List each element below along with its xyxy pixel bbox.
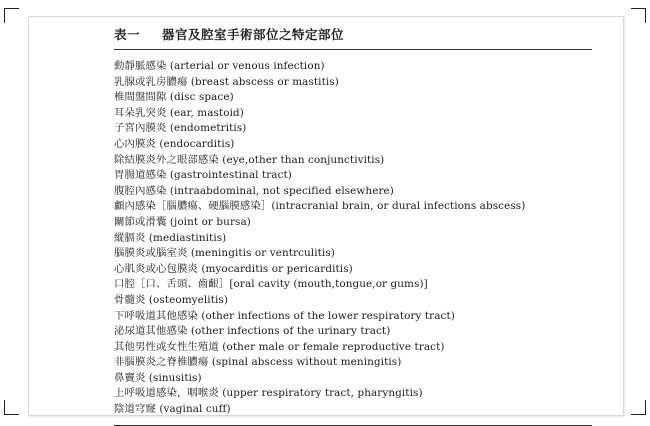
list-item: 其他男性或女性生殖道 (other male or female reproductive tract) bbox=[114, 340, 445, 353]
table-document bbox=[114, 25, 594, 426]
list-item: 下呼吸道其他感染 (other infections of the lower respiratory tract) bbox=[114, 309, 455, 322]
list-item: 骨髓炎 (osteomyelitis) bbox=[114, 293, 228, 306]
list-item: 除結膜炎外之眼部感染 (eye,other than conjunctivitis) bbox=[114, 153, 385, 166]
list-item: 腦膜炎或腦室炎 (meningitis or ventrculitis) bbox=[114, 247, 335, 260]
document-frame bbox=[28, 16, 624, 416]
list-item: 子宮內膜炎 (endometritis) bbox=[114, 122, 247, 135]
list-item: 鼻竇炎 (sinusitis) bbox=[114, 371, 202, 384]
table-title: 器官及腔室手術部位之特定部位 bbox=[162, 27, 345, 42]
list-item: 心肌炎或心包膜炎 (myocarditis or pericarditis) bbox=[114, 262, 353, 275]
site-list bbox=[114, 59, 594, 418]
corner-mark-top-left bbox=[4, 8, 19, 23]
list-item: 陰道穹窿 (vaginal cuff) bbox=[114, 403, 231, 416]
list-item: 上呼吸道感染，咽喉炎 (upper respiratory tract, pharyngitis) bbox=[114, 387, 423, 400]
list-item: 非腦膜炎之脊椎膿瘍 (spinal abscess without meningitis) bbox=[114, 356, 402, 369]
top-rule bbox=[114, 49, 592, 50]
list-item: 動靜脈感染 (arterial or venous infection) bbox=[114, 60, 325, 72]
table-header bbox=[114, 25, 594, 45]
list-item: 耳朵乳突炎 (ear, mastoid) bbox=[114, 106, 244, 119]
list-item: 乳腺或乳房膿瘍 (breast abscess or mastitis) bbox=[114, 75, 339, 88]
list-item: 泌尿道其他感染 (other infections of the urinary tract) bbox=[114, 325, 391, 338]
list-item: 關節或滑囊 (joint or bursa) bbox=[114, 215, 251, 228]
list-item: 胃腸道感染 (gastrointestinal tract) bbox=[114, 169, 292, 182]
corner-mark-bottom-left bbox=[4, 400, 19, 415]
list-item: 心內膜炎 (endocarditis) bbox=[114, 137, 235, 150]
corner-mark-top-right bbox=[631, 8, 646, 23]
list-item: 顱內感染［腦膿瘍、硬腦膜感染］(intracranial brain, or dural infections abscess) bbox=[114, 200, 526, 213]
list-item: 縱膈炎 (mediastinitis) bbox=[114, 231, 227, 244]
list-item: 口腔［口、舌頭、齒齦］[oral cavity (mouth,tongue,or gums)] bbox=[114, 278, 428, 291]
table-label: 表一 bbox=[114, 27, 141, 42]
list-item: 椎間盤間隙 (disc space) bbox=[114, 91, 234, 104]
list-item: 腹腔內感染 (intraabdominal, not specified elsewhere) bbox=[114, 184, 394, 197]
corner-mark-bottom-right bbox=[631, 400, 646, 415]
